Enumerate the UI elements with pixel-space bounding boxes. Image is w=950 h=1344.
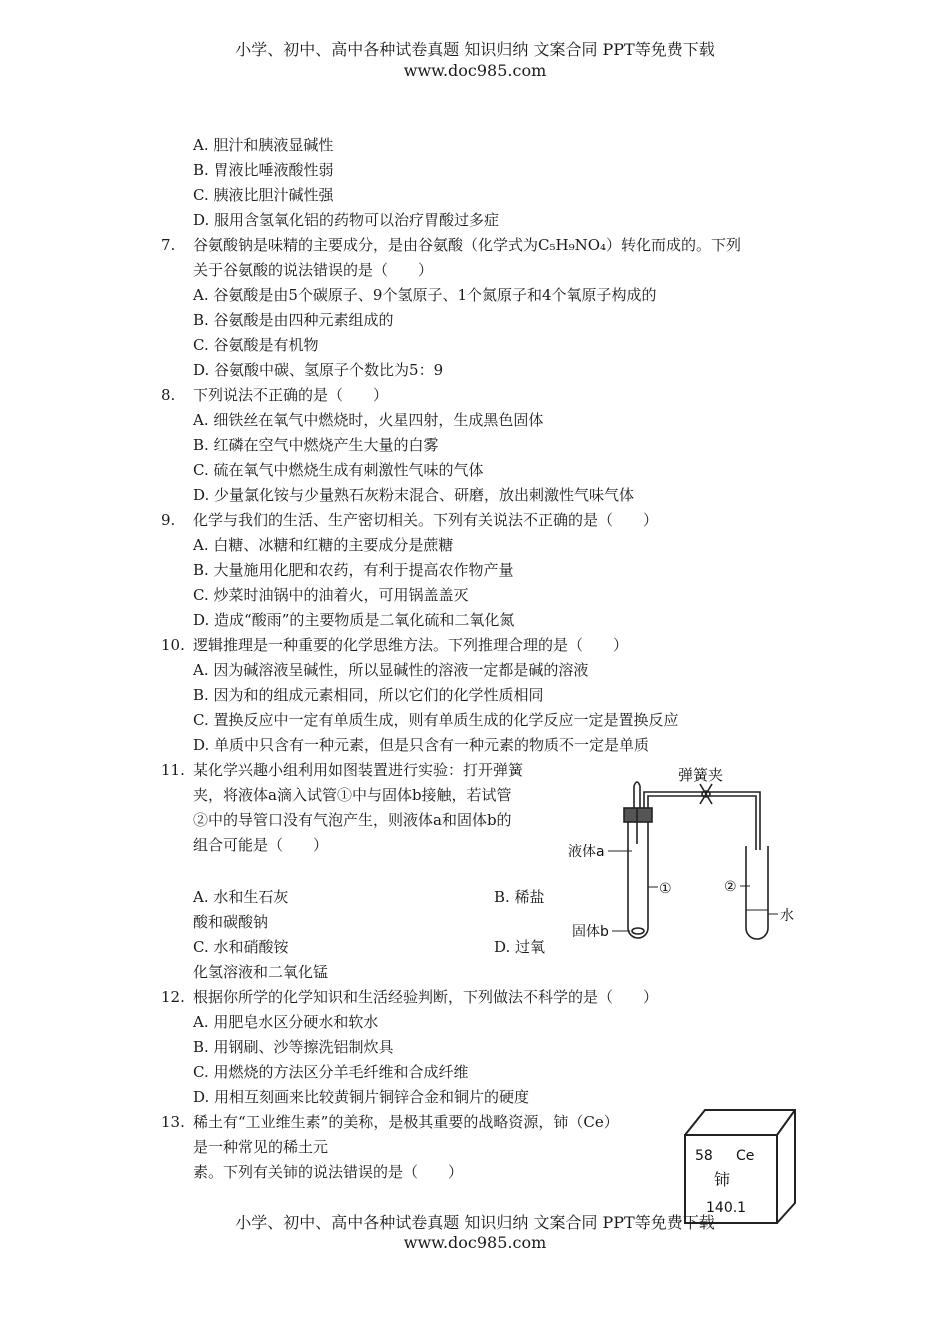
test-tube-2 (746, 846, 768, 939)
q6-option-c: C. 胰液比胆汁碱性强 (193, 186, 334, 204)
apparatus-diagram (560, 760, 810, 955)
stopper (624, 808, 652, 822)
q10-option-c: C. 置换反应中一定有单质生成，则有单质生成的化学反应一定是置换反应 (193, 711, 679, 729)
q11-stem-line4: 组合可能是（ ） (193, 836, 329, 854)
q10-number: 10. (161, 636, 185, 654)
element-number: 58 (695, 1148, 713, 1164)
q11-number: 11. (161, 761, 185, 779)
q9-option-a: A. 白糖、冰糖和红糖的主要成分是蔗糖 (193, 536, 454, 554)
q10-stem: 逻辑推理是一种重要的化学思维方法。下列推理合理的是（ ） (193, 636, 629, 654)
q6-option-b: B. 胃液比唾液酸性弱 (193, 161, 334, 179)
q6-option-a: A. 胆汁和胰液显碱性 (193, 136, 334, 154)
q8-stem: 下列说法不正确的是（ ） (193, 386, 389, 404)
q9-option-d: D. 造成“酸雨”的主要物质是二氧化硫和二氧化氮 (193, 611, 515, 629)
q11-option-b-part2: 酸和碳酸钠 (193, 913, 269, 931)
page-footer-title: 小学、初中、高中各种试卷真题 知识归纳 文案合同 PPT等免费下载 (235, 1213, 715, 1232)
q12-option-c: C. 用燃烧的方法区分羊毛纤维和合成纤维 (193, 1063, 469, 1081)
q8-option-a: A. 细铁丝在氧气中燃烧时，火星四射，生成黑色固体 (193, 411, 544, 429)
q7-option-d: D. 谷氨酸中碳、氢原子个数比为5：9 (193, 361, 444, 379)
q8-option-c: C. 硫在氧气中燃烧生成有刺激性气味的气体 (193, 461, 484, 479)
q8-option-b: B. 红磷在空气中燃烧产生大量的白雾 (193, 436, 439, 454)
q10-option-a: A. 因为碱溶液呈碱性，所以显碱性的溶液一定都是碱的溶液 (193, 661, 589, 679)
q9-option-c: C. 炒菜时油锅中的油着火，可用锅盖盖灭 (193, 586, 469, 604)
q7-option-b: B. 谷氨酸是由四种元素组成的 (193, 311, 394, 329)
q12-option-a: A. 用肥皂水区分硬水和软水 (193, 1013, 379, 1031)
q7-number: 7. (161, 236, 176, 254)
q12-stem: 根据你所学的化学知识和生活经验判断，下列做法不科学的是（ ） (193, 988, 659, 1006)
test-tube-1 (628, 818, 648, 938)
q8-option-d: D. 少量氯化铵与少量熟石灰粉末混合、研磨，放出刺激性气味气体 (193, 486, 635, 504)
q13-number: 13. (161, 1113, 185, 1131)
page-header-title: 小学、初中、高中各种试卷真题 知识归纳 文案合同 PPT等免费下载 (235, 40, 715, 59)
q9-stem: 化学与我们的生活、生产密切相关。下列有关说法不正确的是（ ） (193, 511, 659, 529)
q13-stem-line1: 稀土有“工业维生素”的美称，是极其重要的战略资源，铈（Ce） (193, 1113, 619, 1131)
q13-stem-line3: 素。下列有关铈的说法错误的是（ ） (193, 1163, 464, 1181)
label-tube-2: ② (724, 879, 737, 895)
element-name: 铈 (714, 1170, 731, 1189)
q12-number: 12. (161, 988, 185, 1006)
element-card-cerium (680, 1105, 800, 1227)
q10-option-d: D. 单质中只含有一种元素，但是只含有一种元素的物质不一定是单质 (193, 736, 650, 754)
q11-option-d-part2: 化氢溶液和二氧化锰 (193, 963, 329, 981)
q11-stem-line1: 某化学兴趣小组利用如图装置进行实验：打开弹簧 (193, 761, 524, 779)
q11-stem-line3: ②中的导管口没有气泡产生，则液体a和固体b的 (193, 811, 512, 829)
q11-option-a: A. 水和生石灰 (193, 888, 289, 906)
q7-stem-line2: 关于谷氨酸的说法错误的是（ ） (193, 261, 434, 279)
q11-stem-line2: 夹，将液体a滴入试管①中与固体b接触，若试管 (193, 786, 512, 804)
q12-option-d: D. 用相互刻画来比较黄铜片铜锌合金和铜片的硬度 (193, 1088, 530, 1106)
q6-option-d: D. 服用含氢氧化铝的药物可以治疗胃酸过多症 (193, 211, 500, 229)
label-tube-1: ① (659, 881, 672, 897)
q7-option-c: C. 谷氨酸是有机物 (193, 336, 319, 354)
q9-number: 9. (161, 511, 176, 529)
q7-stem-line1: 谷氨酸钠是味精的主要成分，是由谷氨酸（化学式为C₅H₉NO₄）转化而成的。下列 (193, 236, 742, 254)
q11-option-b-part1: B. 稀盐 (494, 888, 545, 906)
element-mass: 140.1 (706, 1200, 747, 1216)
q7-option-a: A. 谷氨酸是由5个碳原子、9个氢原子、1个氮原子和4个氧原子构成的 (193, 286, 657, 304)
label-clamp: 弹簧夹 (678, 766, 724, 784)
q12-option-b: B. 用钢刷、沙等擦洗铝制炊具 (193, 1038, 394, 1056)
q10-option-b: B. 因为和的组成元素相同，所以它们的化学性质相同 (193, 686, 544, 704)
q11-option-d-part1: D. 过氧 (494, 938, 546, 956)
q11-option-c: C. 水和硝酸铵 (193, 938, 289, 956)
q13-stem-line2: 是一种常见的稀土元 (193, 1138, 329, 1156)
label-solid-b: 固体b (572, 924, 609, 940)
label-water: 水 (780, 908, 794, 924)
page-header-url[interactable]: www.doc985.com (403, 61, 547, 80)
label-liquid-a: 液体a (568, 844, 605, 860)
q8-number: 8. (161, 386, 176, 404)
element-symbol: Ce (736, 1148, 755, 1164)
q9-option-b: B. 大量施用化肥和农药，有利于提高农作物产量 (193, 561, 514, 579)
page-footer-url[interactable]: www.doc985.com (403, 1233, 547, 1252)
